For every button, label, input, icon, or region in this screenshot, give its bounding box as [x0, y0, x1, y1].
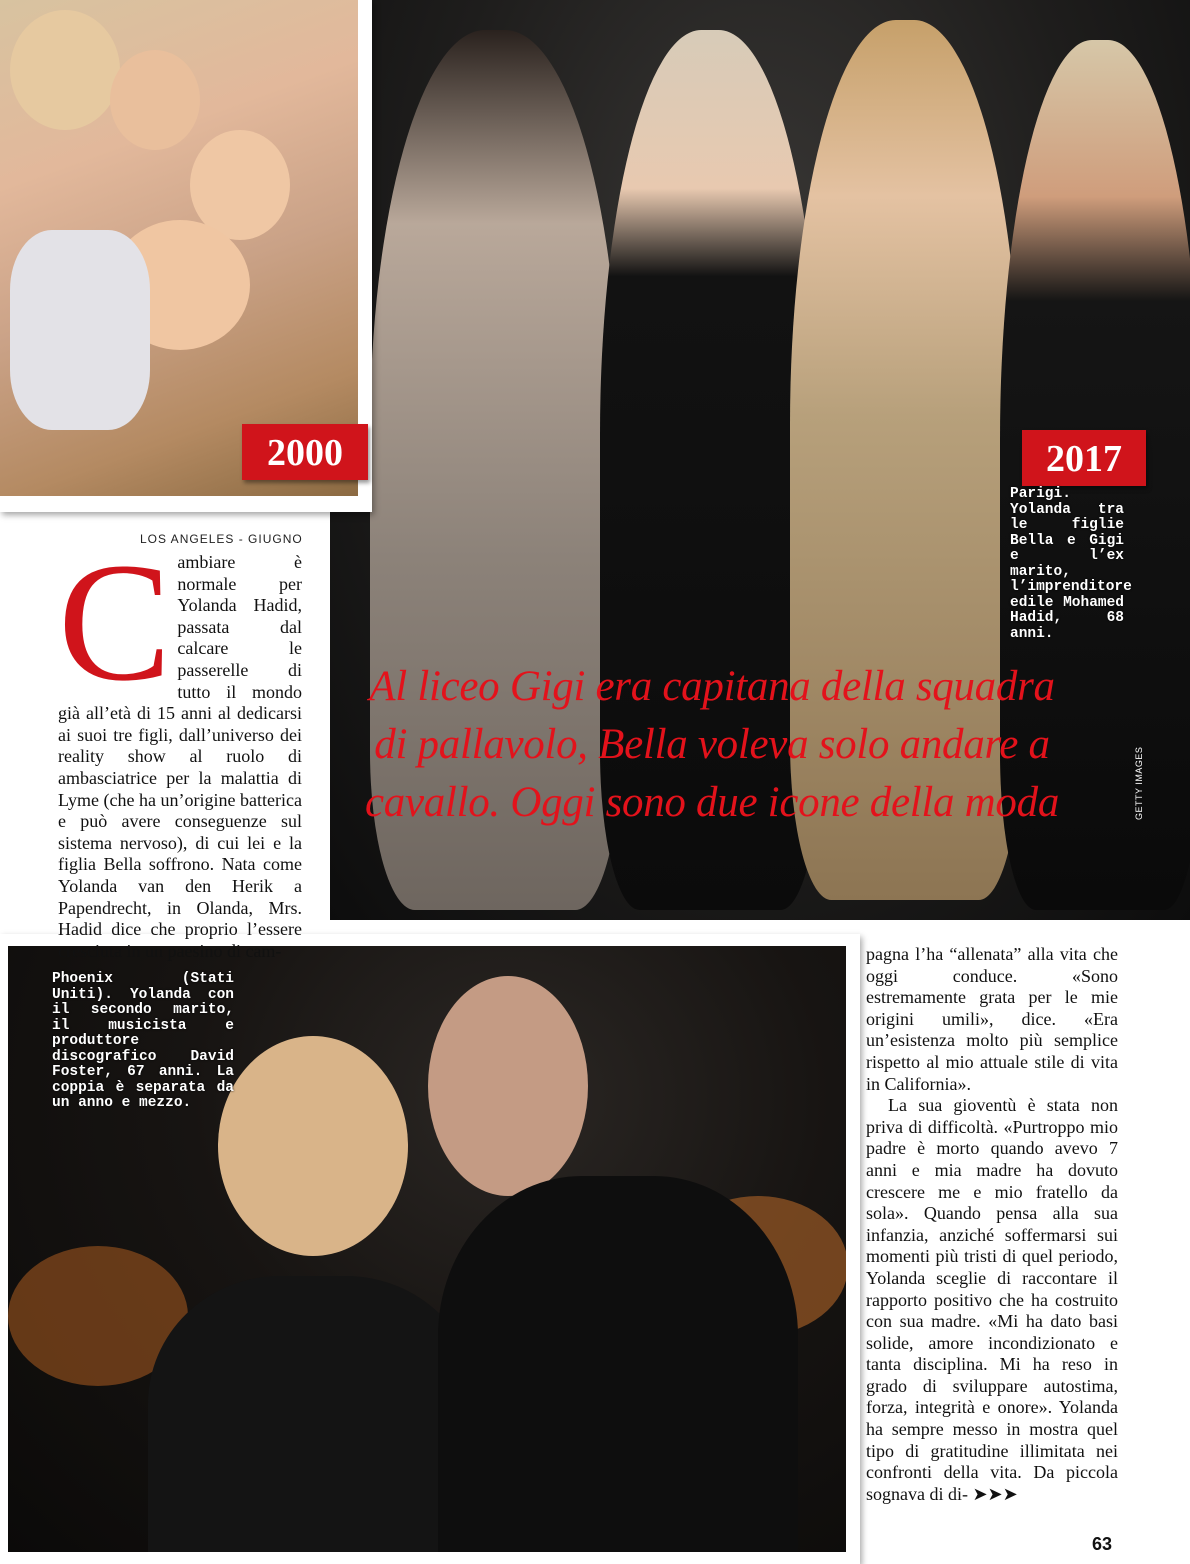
photo-face [110, 50, 200, 150]
photo-suit [438, 1176, 798, 1552]
article-paragraph: La sua gioventù è stata non priva di difficoltà. «Purtroppo mio padre è morto quando avevo 7 anni e mia madre ha dovuto crescere me e mio fratello da sola». Quando pensa alla sua infanzia, anziché soffermarsi sui momenti più tristi di quel periodo, Yolanda sceglie di raccontare il rapporto positivo che ha costruito con sua madre. «Mi ha dato basi solide, amore incondizionato e tanta disciplina. Mi ha reso in grado di sviluppare autostima, forza, integrità e onore». Yolanda ha sempre messo in mostra quel tipo di gratitudine illimitata nei confronti della vita. Da piccola sognava di di- ➤➤➤ [866, 1095, 1118, 1504]
phoenix-photo-caption: Phoenix (Stati Uniti). Yolanda con il secondo marito, il musicista e produttore discografico David Foster, 67 anni. La coppia è separata da un anno e mezzo. [52, 971, 234, 1111]
photo-face-david [428, 976, 588, 1196]
photo-credit: GETTY IMAGES [1134, 746, 1144, 820]
drop-cap: C [58, 528, 172, 716]
article-text-1: ambiare è normale per Yolanda Hadid, passata dal calcare le passerelle di tutto il mondo già all’età di 15 anni al dedicarsi ai suoi tre figli, dall’universo dei reality show al ruolo di ambasciatrice per la malattia di Lyme (che ha un’origine batterica e può avere conseguenze sul sistema nervoso), di cui lei e la figlia Bella soffrono. Nata come Yolanda van den Herik a Papendrecht, in Olanda, Mrs. Hadid dice che proprio l’essere cresciuta in un paesino di cam- [58, 552, 302, 961]
year-badge-2000: 2000 [242, 424, 368, 480]
photo-face-yolanda [218, 1036, 408, 1256]
page-number: 63 [1092, 1534, 1113, 1554]
year-badge-2017: 2017 [1022, 430, 1146, 486]
photo-face [10, 10, 120, 130]
pull-quote: Al liceo Gigi era capitana della squadra di pallavolo, Bella voleva solo andare a cavallo. Oggi sono due icone della moda [364, 663, 1060, 826]
photo-dress [148, 1276, 478, 1552]
photo-swimsuit [10, 230, 150, 430]
dateline: LOS ANGELES - GIUGNO [140, 532, 303, 546]
main-photo-caption: Parigi. Yolanda tra le figlie Bella e Gigi e l’ex marito, l’imprenditore edile Mohamed Hadid, 68 anni. [1010, 486, 1132, 642]
article-paragraph: pagna l’ha “allenata” alla vita che oggi conduce. «Sono estremamente grata per le mie origini umili», dice. «Era un’esistenza molto più semplice rispetto al mio attuale stile di vita in California». [866, 944, 1118, 1094]
article-column-2 [866, 944, 1118, 1505]
